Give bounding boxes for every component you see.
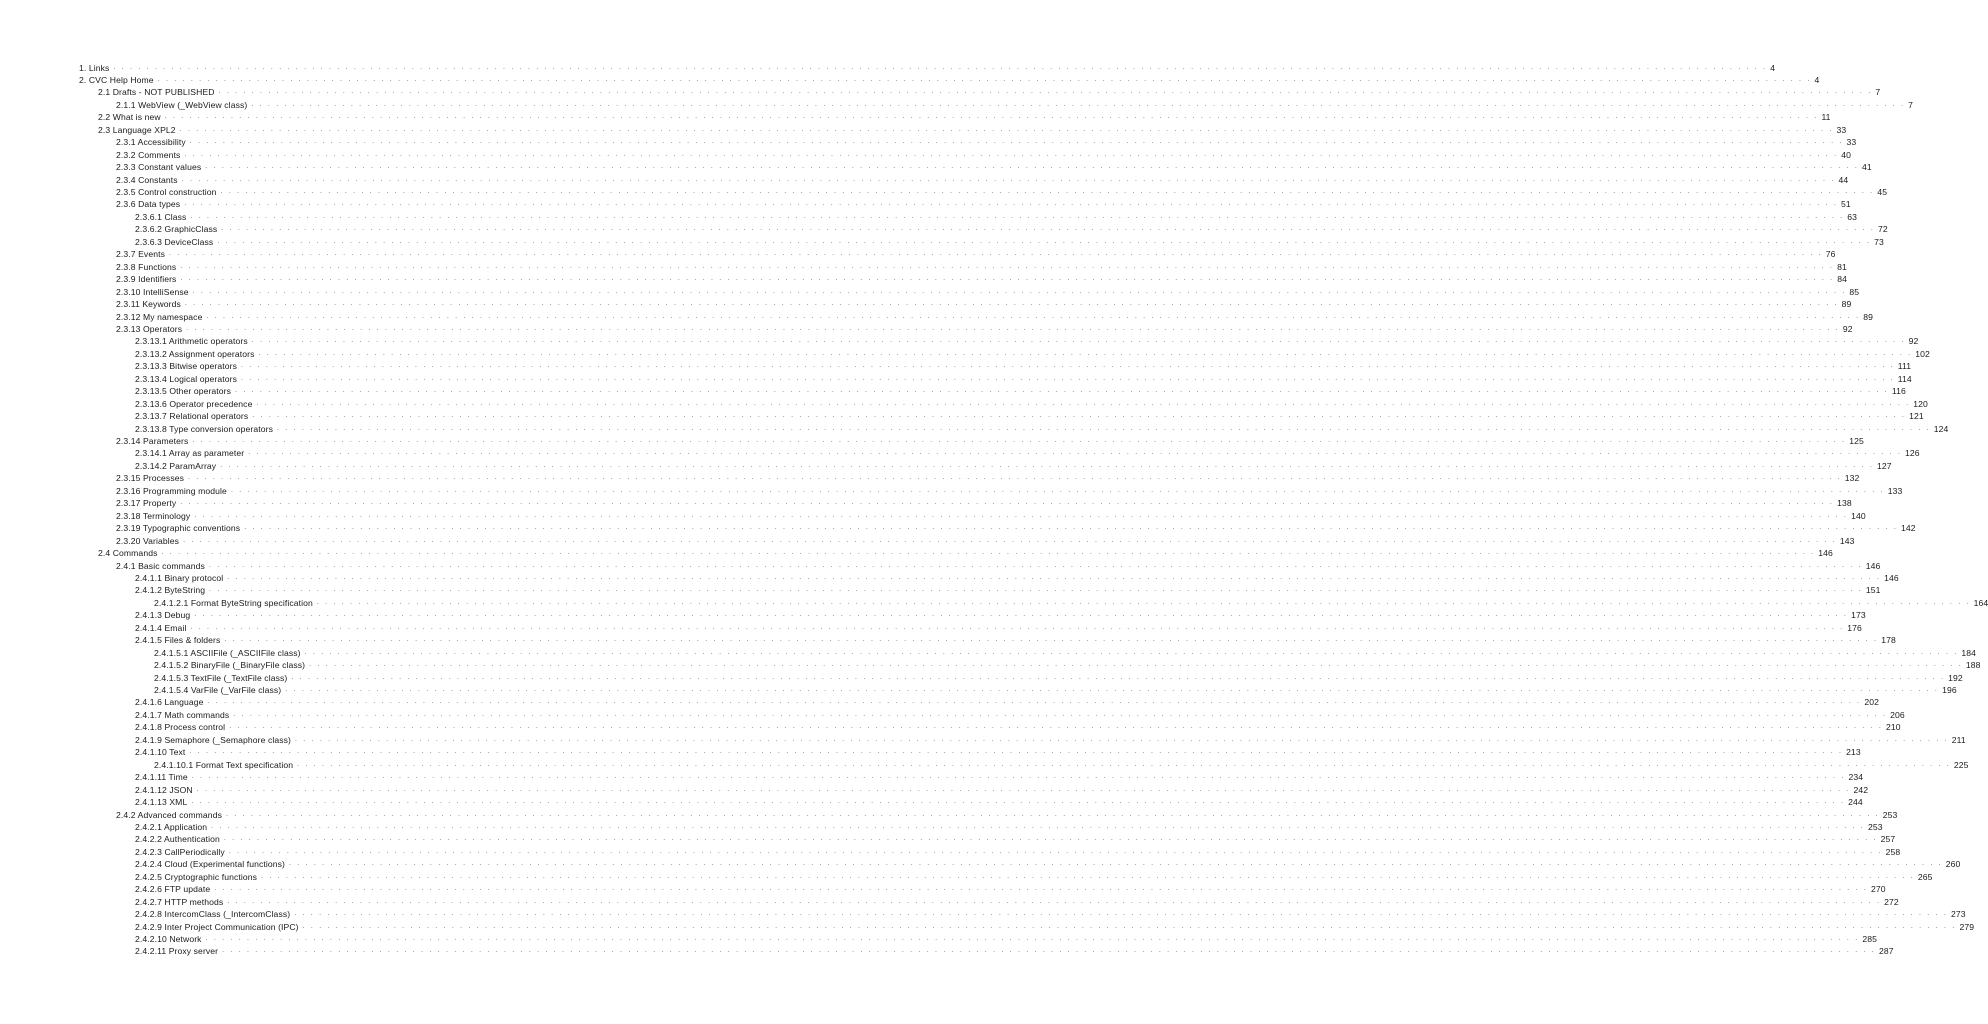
toc-dot-leader: . . . . . . . . . . . . . . . . . . . . . . . . . . . . . . . . . . . . . . . . . . . . . . . . . . . . . . . . . . . . . . . . . . . . . . . . . . . . . . . . . . . . . . . . . . . . . . . . . . . . . . . . . . . . . . . . . . . . . . . . . . . . . . . . . . . . . . . . . . . . . . . . . . . . . . . . . . . . . . . . . . . . . . . . . . . . . . . . . . . . . . . . . . . . . . . . . . . . . . . . bbox=[161, 549, 1816, 557]
toc-entry-page-number: 176 bbox=[1847, 622, 1862, 633]
toc-entry-title: 2.4.2.2 Authentication bbox=[135, 834, 220, 845]
toc-dot-leader: . . . . . . . . . . . . . . . . . . . . . . . . . . . . . . . . . . . . . . . . . . . . . . . . . . . . . . . . . . . . . . . . . . . . . . . . . . . . . . . . . . . . . . . . . . . . . . . . . . . . . . . . . . . . . . . . . . . . . . . . . . . . . . . . . . . . . . . . . . . . . . . . . . . . . . . . . . . . . . . . . . . . . . . . . . . . . . . . . . . . . . . . . . . . . . . . . . . . . . . . bbox=[189, 748, 1844, 756]
toc-entry-page-number: 184 bbox=[1961, 647, 1977, 658]
toc-entry[interactable] bbox=[116, 311, 1874, 323]
toc-entry-title: 2.3.6 Data types bbox=[116, 199, 181, 210]
toc-entry-page-number: 279 bbox=[1959, 921, 1975, 932]
toc-entry[interactable] bbox=[116, 485, 1903, 497]
toc-entry-title: 2.4 Commands bbox=[98, 548, 158, 559]
toc-dot-leader: . . . . . . . . . . . . . . . . . . . . . . . . . . . . . . . . . . . . . . . . . . . . . . . . . . . . . . . . . . . . . . . . . . . . . . . . . . . . . . . . . . . . . . . . . . . . . . . . . . . . . . . . . . . . . . . . . . . . . . . . . . . . . . . . . . . . . . . . . . . . . . . . . . . . . . . . . . . . . . . . . . . . . . . . . . . . . . . . . . . . . . . . . . . . . . . . . . . . . . . . bbox=[205, 935, 1860, 942]
toc-entry[interactable] bbox=[135, 423, 1949, 435]
toc-dot-leader: . . . . . . . . . . . . . . . . . . . . . . . . . . . . . . . . . . . . . . . . . . . . . . . . . . . . . . . . . . . . . . . . . . . . . . . . . . . . . . . . . . . . . . . . . . . . . . . . . . . . . . . . . . . . . . . . . . . . . . . . . . . . . . . . . . . . . . . . . . . . . . . . . . . . . . . . . . . . . . . . . . . . . . . . . . . . . . . . . . . . . . . . . . . . . . . . . . . . . . . . bbox=[309, 661, 1963, 669]
toc-entry-page-number: 92 bbox=[1842, 323, 1853, 334]
toc-dot-leader: . . . . . . . . . . . . . . . . . . . . . . . . . . . . . . . . . . . . . . . . . . . . . . . . . . . . . . . . . . . . . . . . . . . . . . . . . . . . . . . . . . . . . . . . . . . . . . . . . . . . . . . . . . . . . . . . . . . . . . . . . . . . . . . . . . . . . . . . . . . . . . . . . . . . . . . . . . . . . . . . . . . . . . . . . . . . . . . . . . . . . . . . . . . . . . . . . . . . . . . . bbox=[179, 125, 1834, 133]
toc-entry-title: 2.3.13.1 Arithmetic operators bbox=[135, 336, 248, 347]
toc-dot-leader: . . . . . . . . . . . . . . . . . . . . . . . . . . . . . . . . . . . . . . . . . . . . . . . . . . . . . . . . . . . . . . . . . . . . . . . . . . . . . . . . . . . . . . . . . . . . . . . . . . . . . . . . . . . . . . . . . . . . . . . . . . . . . . . . . . . . . . . . . . . . . . . . . . . . . . . . . . . . . . . . . . . . . . . . . . . . . . . . . . . . . . . . . . . . . . . . . . . . . . . . bbox=[196, 785, 1851, 793]
toc-dot-leader: . . . . . . . . . . . . . . . . . . . . . . . . . . . . . . . . . . . . . . . . . . . . . . . . . . . . . . . . . . . . . . . . . . . . . . . . . . . . . . . . . . . . . . . . . . . . . . . . . . . . . . . . . . . . . . . . . . . . . . . . . . . . . . . . . . . . . . . . . . . . . . . . . . . . . . . . . . . . . . . . . . . . . . . . . . . . . . . . . . . . . . . . . . . . . . . . . . . . . . . . bbox=[224, 636, 1879, 644]
toc-entry-page-number: 146 bbox=[1818, 548, 1833, 559]
toc-entry-page-number: 173 bbox=[1851, 610, 1866, 621]
toc-entry[interactable] bbox=[135, 771, 1864, 783]
toc-dot-leader: . . . . . . . . . . . . . . . . . . . . . . . . . . . . . . . . . . . . . . . . . . . . . . . . . . . . . . . . . . . . . . . . . . . . . . . . . . . . . . . . . . . . . . . . . . . . . . . . . . . . . . . . . . . . . . . . . . . . . . . . . . . . . . . . . . . . . . . . . . . . . . . . . . . . . . . . . . . . . . . . . . . . . . . . . . . . . . . . . . . . . . . . . . . . . . . . . . . . . . . . bbox=[209, 586, 1863, 594]
toc-entry-page-number: 164 bbox=[1973, 597, 1988, 608]
toc-entry-page-number: 273 bbox=[1951, 909, 1966, 920]
toc-entry-title: 2.3.20 Variables bbox=[116, 535, 180, 546]
toc-entry[interactable] bbox=[135, 821, 1883, 833]
toc-entry-title: 2.4.2 Advanced commands bbox=[116, 809, 222, 820]
toc-entry-page-number: 142 bbox=[1901, 523, 1916, 534]
toc-entry-page-number: 253 bbox=[1867, 821, 1883, 832]
toc-dot-leader: . . . . . . . . . . . . . . . . . . . . . . . . . . . . . . . . . . . . . . . . . . . . . . . . . . . . . . . . . . . . . . . . . . . . . . . . . . . . . . . . . . . . . . . . . . . . . . . . . . . . . . . . . . . . . . . . . . . . . . . . . . . . . . . . . . . . . . . . . . . . . . . . . . . . . . . . . . . . . . . . . . . . . . . . . . . . . . . . . . . . . . . . . . . . . . . . . . . . . . . . bbox=[205, 163, 1860, 171]
toc-entry-page-number: 76 bbox=[1825, 249, 1836, 260]
toc-entry-page-number: 51 bbox=[1840, 199, 1851, 210]
toc-entry[interactable] bbox=[135, 360, 1912, 372]
toc-entry-title: 2.4.2.10 Network bbox=[135, 934, 202, 944]
toc-entry-page-number: 146 bbox=[1865, 560, 1881, 571]
toc-entry[interactable] bbox=[116, 435, 1864, 447]
toc-dot-leader: . . . . . . . . . . . . . . . . . . . . . . . . . . . . . . . . . . . . . . . . . . . . . . . . . . . . . . . . . . . . . . . . . . . . . . . . . . . . . . . . . . . . . . . . . . . . . . . . . . . . . . . . . . . . . . . . . . . . . . . . . . . . . . . . . . . . . . . . . . . . . . . . . . . . . . . . . . . . . . . . . . . . . . . . . . . . . . . . . . . . . . . . . . . . . . . . . . . . . . . . bbox=[294, 735, 1949, 743]
toc-entry-title: 2.3.14 Parameters bbox=[116, 436, 189, 446]
toc-dot-leader: . . . . . . . . . . . . . . . . . . . . . . . . . . . . . . . . . . . . . . . . . . . . . . . . . . . . . . . . . . . . . . . . . . . . . . . . . . . . . . . . . . . . . . . . . . . . . . . . . . . . . . . . . . . . . . . . . . . . . . . . . . . . . . . . . . . . . . . . . . . . . . . . . . . . . . . . . . . . . . . . . . . . . . . . . . . . . . . . . . . . . . . . . . . . . . . . . . . . . . . . bbox=[222, 947, 1876, 955]
toc-entry-page-number: 116 bbox=[1891, 386, 1906, 397]
toc-entry[interactable] bbox=[116, 248, 1836, 260]
toc-entry-page-number: 4 bbox=[1814, 74, 1820, 85]
toc-entry[interactable] bbox=[154, 659, 1981, 671]
toc-entry-title: 2.4.2.1 Application bbox=[135, 821, 208, 832]
toc-entry[interactable] bbox=[79, 74, 1820, 86]
toc-entry-title: 2.4.1 Basic commands bbox=[116, 560, 205, 571]
toc-entry-page-number: 81 bbox=[1837, 261, 1847, 272]
toc-entry[interactable] bbox=[116, 261, 1847, 273]
toc-entry-page-number: 85 bbox=[1849, 286, 1860, 297]
toc-dot-leader: . . . . . . . . . . . . . . . . . . . . . . . . . . . . . . . . . . . . . . . . . . . . . . . . . . . . . . . . . . . . . . . . . . . . . . . . . . . . . . . . . . . . . . . . . . . . . . . . . . . . . . . . . . . . . . . . . . . . . . . . . . . . . . . . . . . . . . . . . . . . . . . . . . . . . . . . . . . . . . . . . . . . . . . . . . . . . . . . . . . . . . . . . . . . . . . . . . . . . . . . bbox=[261, 872, 1915, 880]
toc-entry-title: 2.3.9 Identifiers bbox=[116, 274, 177, 285]
toc-entry-page-number: 7 bbox=[1908, 99, 1914, 110]
toc-entry-title: 2.3.6.3 DeviceClass bbox=[135, 236, 214, 247]
toc-dot-leader: . . . . . . . . . . . . . . . . . . . . . . . . . . . . . . . . . . . . . . . . . . . . . . . . . . . . . . . . . . . . . . . . . . . . . . . . . . . . . . . . . . . . . . . . . . . . . . . . . . . . . . . . . . . . . . . . . . . . . . . . . . . . . . . . . . . . . . . . . . . . . . . . . . . . . . . . . . . . . . . . . . . . . . . . . . . . . . . . . . . . . . . . . . . . . . . . . . . . . . . . bbox=[180, 262, 1835, 270]
toc-entry-page-number: 192 bbox=[1948, 672, 1963, 683]
toc-dot-leader: . . . . . . . . . . . . . . . . . . . . . . . . . . . . . . . . . . . . . . . . . . . . . . . . . . . . . . . . . . . . . . . . . . . . . . . . . . . . . . . . . . . . . . . . . . . . . . . . . . . . . . . . . . . . . . . . . . . . . . . . . . . . . . . . . . . . . . . . . . . . . . . . . . . . . . . . . . . . . . . . . . . . . . . . . . . . . . . . . . . . . . . . . . . . . . . . . . . . . . . . bbox=[297, 760, 1951, 768]
toc-dot-leader: . . . . . . . . . . . . . . . . . . . . . . . . . . . . . . . . . . . . . . . . . . . . . . . . . . . . . . . . . . . . . . . . . . . . . . . . . . . . . . . . . . . . . . . . . . . . . . . . . . . . . . . . . . . . . . . . . . . . . . . . . . . . . . . . . . . . . . . . . . . . . . . . . . . . . . . . . . . . . . . . . . . . . . . . . . . . . . . . . . . . . . . . . . . . . . . . . . . . . . . . bbox=[192, 287, 1847, 295]
toc-dot-leader: . . . . . . . . . . . . . . . . . . . . . . . . . . . . . . . . . . . . . . . . . . . . . . . . . . . . . . . . . . . . . . . . . . . . . . . . . . . . . . . . . . . . . . . . . . . . . . . . . . . . . . . . . . . . . . . . . . . . . . . . . . . . . . . . . . . . . . . . . . . . . . . . . . . . . . . . . . . . . . . . . . . . . . . . . . . . . . . . . . . . . . . . . . . . . . . . . . . . . . . . bbox=[206, 312, 1861, 320]
toc-entry-title: 2.3.13.2 Assignment operators bbox=[135, 348, 255, 359]
toc-entry[interactable] bbox=[98, 111, 1831, 123]
toc-dot-leader: . . . . . . . . . . . . . . . . . . . . . . . . . . . . . . . . . . . . . . . . . . . . . . . . . . . . . . . . . . . . . . . . . . . . . . . . . . . . . . . . . . . . . . . . . . . . . . . . . . . . . . . . . . . . . . . . . . . . . . . . . . . . . . . . . . . . . . . . . . . . . . . . . . . . . . . . . . . . . . . . . . . . . . . . . . . . . . . . . . . . . . . . . . . . . . . . . . . . . . . . bbox=[208, 561, 1863, 569]
toc-entry-page-number: 44 bbox=[1838, 174, 1849, 185]
toc-entry[interactable] bbox=[154, 759, 1969, 771]
toc-entry[interactable] bbox=[135, 734, 1966, 746]
toc-entry-page-number: 125 bbox=[1849, 436, 1864, 446]
toc-entry-title: 2.3.13 Operators bbox=[116, 323, 183, 334]
toc-entry[interactable] bbox=[98, 124, 1847, 136]
toc-entry[interactable] bbox=[135, 236, 1884, 248]
toc-entry[interactable] bbox=[154, 647, 1977, 659]
toc-dot-leader: . . . . . . . . . . . . . . . . . . . . . . . . . . . . . . . . . . . . . . . . . . . . . . . . . . . . . . . . . . . . . . . . . . . . . . . . . . . . . . . . . . . . . . . . . . . . . . . . . . . . . . . . . . . . . . . . . . . . . . . . . . . . . . . . . . . . . . . . . . . . . . . . . . . . . . . . . . . . . . . . . . . . . . . . . . . . . . . . . . . . . . . . . . . . . . . . . . . . . . . . bbox=[181, 175, 1836, 183]
toc-entry-title: 2.4.2.5 Cryptographic functions bbox=[135, 871, 258, 882]
toc-entry-title: 2.3.13.8 Type conversion operators bbox=[135, 423, 273, 434]
toc-entry-title: 2.4.2.4 Cloud (Experimental functions) bbox=[135, 859, 285, 870]
toc-entry[interactable] bbox=[135, 398, 1928, 410]
toc-entry-page-number: 272 bbox=[1884, 896, 1899, 907]
toc-entry-page-number: 111 bbox=[1897, 361, 1912, 372]
toc-entry-page-number: 33 bbox=[1836, 124, 1847, 135]
toc-dot-leader: . . . . . . . . . . . . . . . . . . . . . . . . . . . . . . . . . . . . . . . . . . . . . . . . . . . . . . . . . . . . . . . . . . . . . . . . . . . . . . . . . . . . . . . . . . . . . . . . . . . . . . . . . . . . . . . . . . . . . . . . . . . . . . . . . . . . . . . . . . . . . . . . . . . . . . . . . . . . . . . . . . . . . . . . . . . . . . . . . . . . . . . . . . . . . . . . . . . . . . . . bbox=[211, 822, 1865, 830]
toc-entry[interactable] bbox=[135, 709, 1905, 721]
toc-dot-leader: . . . . . . . . . . . . . . . . . . . . . . . . . . . . . . . . . . . . . . . . . . . . . . . . . . . . . . . . . . . . . . . . . . . . . . . . . . . . . . . . . . . . . . . . . . . . . . . . . . . . . . . . . . . . . . . . . . . . . . . . . . . . . . . . . . . . . . . . . . . . . . . . . . . . . . . . . . . . . . . . . . . . . . . . . . . . . . . . . . . . . . . . . . . . . . . . . . . . . . . . bbox=[288, 860, 1943, 868]
toc-entry[interactable] bbox=[135, 933, 1878, 945]
toc-dot-leader: . . . . . . . . . . . . . . . . . . . . . . . . . . . . . . . . . . . . . . . . . . . . . . . . . . . . . . . . . . . . . . . . . . . . . . . . . . . . . . . . . . . . . . . . . . . . . . . . . . . . . . . . . . . . . . . . . . . . . . . . . . . . . . . . . . . . . . . . . . . . . . . . . . . . . . . . . . . . . . . . . . . . . . . . . . . . . . . . . . . . . . . . . . . . . . . . . . . . . . . . bbox=[188, 474, 1842, 482]
toc-dot-leader: . . . . . . . . . . . . . . . . . . . . . . . . . . . . . . . . . . . . . . . . . . . . . . . . . . . . . . . . . . . . . . . . . . . . . . . . . . . . . . . . . . . . . . . . . . . . . . . . . . . . . . . . . . . . . . . . . . . . . . . . . . . . . . . . . . . . . . . . . . . . . . . . . . . . . . . . . . . . . . . . . . . . . . . . . . . . . . . . . . . . . . . . . . . . . . . . . . . . . . . . bbox=[252, 412, 1907, 420]
toc-dot-leader: . . . . . . . . . . . . . . . . . . . . . . . . . . . . . . . . . . . . . . . . . . . . . . . . . . . . . . . . . . . . . . . . . . . . . . . . . . . . . . . . . . . . . . . . . . . . . . . . . . . . . . . . . . . . . . . . . . . . . . . . . . . . . . . . . . . . . . . . . . . . . . . . . . . . . . . . . . . . . . . . . . . . . . . . . . . . . . . . . . . . . . . . . . . . . . . . . . . . . . . . bbox=[251, 100, 1906, 108]
toc-entry-page-number: 120 bbox=[1913, 398, 1928, 409]
toc-entry-page-number: 72 bbox=[1878, 224, 1888, 235]
toc-dot-leader: . . . . . . . . . . . . . . . . . . . . . . . . . . . . . . . . . . . . . . . . . . . . . . . . . . . . . . . . . . . . . . . . . . . . . . . . . . . . . . . . . . . . . . . . . . . . . . . . . . . . . . . . . . . . . . . . . . . . . . . . . . . . . . . . . . . . . . . . . . . . . . . . . . . . . . . . . . . . . . . . . . . . . . . . . . . . . . . . . . . . . . . . . . . . . . . . . . . . . . . . bbox=[190, 623, 1845, 631]
toc-entry-page-number: 225 bbox=[1953, 759, 1969, 770]
toc-dot-leader: . . . . . . . . . . . . . . . . . . . . . . . . . . . . . . . . . . . . . . . . . . . . . . . . . . . . . . . . . . . . . . . . . . . . . . . . . . . . . . . . . . . . . . . . . . . . . . . . . . . . . . . . . . . . . . . . . . . . . . . . . . . . . . . . . . . . . . . . . . . . . . . . . . . . . . . . . . . . . . . . . . . . . . . . . . . . . . . . . . . . . . . . . . . . . . . . . . . . . . . . bbox=[251, 337, 1906, 345]
toc-dot-leader: . . . . . . . . . . . . . . . . . . . . . . . . . . . . . . . . . . . . . . . . . . . . . . . . . . . . . . . . . . . . . . . . . . . . . . . . . . . . . . . . . . . . . . . . . . . . . . . . . . . . . . . . . . . . . . . . . . . . . . . . . . . . . . . . . . . . . . . . . . . . . . . . . . . . . . . . . . . . . . . . . . . . . . . . . . . . . . . . . . . . . . . . . . . . . . . . . . . . . . . . bbox=[227, 897, 1882, 905]
toc-entry-title: 2.3.1 Accessibility bbox=[116, 137, 186, 148]
toc-entry[interactable] bbox=[116, 497, 1852, 509]
toc-entry-page-number: 234 bbox=[1848, 772, 1864, 783]
toc-entry-title: 2.3.7 Events bbox=[116, 249, 165, 260]
toc-entry-page-number: 260 bbox=[1945, 859, 1961, 870]
toc-dot-leader: . . . . . . . . . . . . . . . . . . . . . . . . . . . . . . . . . . . . . . . . . . . . . . . . . . . . . . . . . . . . . . . . . . . . . . . . . . . . . . . . . . . . . . . . . . . . . . . . . . . . . . . . . . . . . . . . . . . . . . . . . . . . . . . . . . . . . . . . . . . . . . . . . . . . . . . . . . . . . . . . . . . . . . . . . . . . . . . . . . . . . . . . . . . . . . . . . . . . . . . . bbox=[220, 461, 1874, 469]
toc-dot-leader: . . . . . . . . . . . . . . . . . . . . . . . . . . . . . . . . . . . . . . . . . . . . . . . . . . . . . . . . . . . . . . . . . . . . . . . . . . . . . . . . . . . . . . . . . . . . . . . . . . . . . . . . . . . . . . . . . . . . . . . . . . . . . . . . . . . . . . . . . . . . . . . . . . . . . . . . . . . . . . . . . . . . . . . . . . . . . . . . . . . . . . . . . . . . . . . . . . . . . . . . bbox=[316, 598, 1971, 606]
toc-dot-leader: . . . . . . . . . . . . . . . . . . . . . . . . . . . . . . . . . . . . . . . . . . . . . . . . . . . . . . . . . . . . . . . . . . . . . . . . . . . . . . . . . . . . . . . . . . . . . . . . . . . . . . . . . . . . . . . . . . . . . . . . . . . . . . . . . . . . . . . . . . . . . . . . . . . . . . . . . . . . . . . . . . . . . . . . . . . . . . . . . . . . . . . . . . . . . . . . . . . . . . . . bbox=[214, 885, 1869, 893]
toc-dot-leader: . . . . . . . . . . . . . . . . . . . . . . . . . . . . . . . . . . . . . . . . . . . . . . . . . . . . . . . . . . . . . . . . . . . . . . . . . . . . . . . . . . . . . . . . . . . . . . . . . . . . . . . . . . . . . . . . . . . . . . . . . . . . . . . . . . . . . . . . . . . . . . . . . . . . . . . . . . . . . . . . . . . . . . . . . . . . . . . . . . . . . . . . . . . . . . . . . . . . . . . . bbox=[240, 362, 1895, 370]
toc-dot-leader: . . . . . . . . . . . . . . . . . . . . . . . . . . . . . . . . . . . . . . . . . . . . . . . . . . . . . . . . . . . . . . . . . . . . . . . . . . . . . . . . . . . . . . . . . . . . . . . . . . . . . . . . . . . . . . . . . . . . . . . . . . . . . . . . . . . . . . . . . . . . . . . . . . . . . . . . . . . . . . . . . . . . . . . . . . . . . . . . . . . . . . . . . . . . . . . . . . . . . . . . bbox=[157, 75, 1812, 83]
toc-entry[interactable] bbox=[98, 86, 1881, 98]
toc-entry[interactable] bbox=[135, 908, 1966, 920]
toc-entry-title: 2.1.1 WebView (_WebView class) bbox=[116, 99, 248, 110]
toc-entry[interactable] bbox=[154, 597, 1988, 609]
toc-dot-leader: . . . . . . . . . . . . . . . . . . . . . . . . . . . . . . . . . . . . . . . . . . . . . . . . . . . . . . . . . . . . . . . . . . . . . . . . . . . . . . . . . . . . . . . . . . . . . . . . . . . . . . . . . . . . . . . . . . . . . . . . . . . . . . . . . . . . . . . . . . . . . . . . . . . . . . . . . . . . . . . . . . . . . . . . . . . . . . . . . . . . . . . . . . . . . . . . . . . . . . . . bbox=[235, 387, 1889, 395]
toc-dot-leader: . . . . . . . . . . . . . . . . . . . . . . . . . . . . . . . . . . . . . . . . . . . . . . . . . . . . . . . . . . . . . . . . . . . . . . . . . . . . . . . . . . . . . . . . . . . . . . . . . . . . . . . . . . . . . . . . . . . . . . . . . . . . . . . . . . . . . . . . . . . . . . . . . . . . . . . . . . . . . . . . . . . . . . . . . . . . . . . . . . . . . . . . . . . . . . . . . . . . . . . . bbox=[221, 225, 1876, 233]
toc-entry-title: 2.4.2.7 HTTP methods bbox=[135, 896, 224, 907]
toc-entry-page-number: 213 bbox=[1846, 747, 1861, 758]
toc-entry[interactable] bbox=[135, 921, 1975, 933]
toc-entry-title: 2. CVC Help Home bbox=[79, 74, 154, 85]
toc-dot-leader: . . . . . . . . . . . . . . . . . . . . . . . . . . . . . . . . . . . . . . . . . . . . . . . . . . . . . . . . . . . . . . . . . . . . . . . . . . . . . . . . . . . . . . . . . . . . . . . . . . . . . . . . . . . . . . . . . . . . . . . . . . . . . . . . . . . . . . . . . . . . . . . . . . . . . . . . . . . . . . . . . . . . . . . . . . . . . . . . . . . . . . . . . . . . . . . . . . . . . . . . bbox=[304, 648, 1959, 656]
toc-entry[interactable] bbox=[116, 560, 1881, 572]
toc-entry-page-number: 45 bbox=[1877, 187, 1888, 197]
toc-entry-page-number: 63 bbox=[1847, 211, 1858, 222]
toc-entry-title: 2.3.11 Keywords bbox=[116, 299, 181, 310]
toc-entry-page-number: 188 bbox=[1965, 660, 1981, 671]
toc-entry-page-number: 114 bbox=[1897, 373, 1912, 384]
toc-entry[interactable] bbox=[135, 784, 1869, 796]
toc-dot-leader: . . . . . . . . . . . . . . . . . . . . . . . . . . . . . . . . . . . . . . . . . . . . . . . . . . . . . . . . . . . . . . . . . . . . . . . . . . . . . . . . . . . . . . . . . . . . . . . . . . . . . . . . . . . . . . . . . . . . . . . . . . . . . . . . . . . . . . . . . . . . . . . . . . . . . . . . . . . . . . . . . . . . . . . . . . . . . . . . . . . . . . . . . . . . . . . . . . . . . . . . bbox=[180, 275, 1835, 283]
toc-dot-leader: . . . . . . . . . . . . . . . . . . . . . . . . . . . . . . . . . . . . . . . . . . . . . . . . . . . . . . . . . . . . . . . . . . . . . . . . . . . . . . . . . . . . . . . . . . . . . . . . . . . . . . . . . . . . . . . . . . . . . . . . . . . . . . . . . . . . . . . . . . . . . . . . . . . . . . . . . . . . . . . . . . . . . . . . . . . . . . . . . . . . . . . . . . . . . . . . . . . . . . . . bbox=[294, 910, 1948, 918]
toc-dot-leader: . . . . . . . . . . . . . . . . . . . . . . . . . . . . . . . . . . . . . . . . . . . . . . . . . . . . . . . . . . . . . . . . . . . . . . . . . . . . . . . . . . . . . . . . . . . . . . . . . . . . . . . . . . . . . . . . . . . . . . . . . . . . . . . . . . . . . . . . . . . . . . . . . . . . . . . . . . . . . . . . . . . . . . . . . . . . . . . . . . . . . . . . . . . . . . . . . . . . . . . . bbox=[233, 710, 1888, 718]
toc-dot-leader: . . . . . . . . . . . . . . . . . . . . . . . . . . . . . . . . . . . . . . . . . . . . . . . . . . . . . . . . . . . . . . . . . . . . . . . . . . . . . . . . . . . . . . . . . . . . . . . . . . . . . . . . . . . . . . . . . . . . . . . . . . . . . . . . . . . . . . . . . . . . . . . . . . . . . . . . . . . . . . . . . . . . . . . . . . . . . . . . . . . . . . . . . . . . . . . . . . . . . . . . bbox=[186, 324, 1840, 332]
toc-entry-title: 2.2 What is new bbox=[98, 112, 161, 123]
toc-entry-page-number: 258 bbox=[1885, 846, 1901, 857]
toc-dot-leader: . . . . . . . . . . . . . . . . . . . . . . . . . . . . . . . . . . . . . . . . . . . . . . . . . . . . . . . . . . . . . . . . . . . . . . . . . . . . . . . . . . . . . . . . . . . . . . . . . . . . . . . . . . . . . . . . . . . . . . . . . . . . . . . . . . . . . . . . . . . . . . . . . . . . . . . . . . . . . . . . . . . . . . . . . . . . . . . . . . . . . . . . . . . . . . . . . . . . . . . . bbox=[164, 113, 1819, 121]
toc-entry[interactable] bbox=[116, 535, 1855, 547]
toc-entry-title: 2.4.1.1 Binary protocol bbox=[135, 572, 224, 583]
toc-entry-title: 2.4.1.5.3 TextFile (_TextFile class) bbox=[154, 672, 288, 683]
toc-entry[interactable] bbox=[116, 149, 1852, 161]
toc-entry-title: 2.3.13.5 Other operators bbox=[135, 386, 232, 397]
toc-entry[interactable] bbox=[135, 373, 1912, 385]
toc-entry[interactable] bbox=[116, 99, 1914, 111]
toc-dot-leader: . . . . . . . . . . . . . . . . . . . . . . . . . . . . . . . . . . . . . . . . . . . . . . . . . . . . . . . . . . . . . . . . . . . . . . . . . . . . . . . . . . . . . . . . . . . . . . . . . . . . . . . . . . . . . . . . . . . . . . . . . . . . . . . . . . . . . . . . . . . . . . . . . . . . . . . . . . . . . . . . . . . . . . . . . . . . . . . . . . . . . . . . . . . . . . . . . . . . . . . . bbox=[302, 922, 1957, 930]
toc-entry-title: 2.3.12 My namespace bbox=[116, 311, 203, 322]
toc-entry-page-number: 138 bbox=[1837, 498, 1852, 509]
toc-dot-leader: . . . . . . . . . . . . . . . . . . . . . . . . . . . . . . . . . . . . . . . . . . . . . . . . . . . . . . . . . . . . . . . . . . . . . . . . . . . . . . . . . . . . . . . . . . . . . . . . . . . . . . . . . . . . . . . . . . . . . . . . . . . . . . . . . . . . . . . . . . . . . . . . . . . . . . . . . . . . . . . . . . . . . . . . . . . . . . . . . . . . . . . . . . . . . . . . . . . . . . . . bbox=[207, 698, 1862, 706]
toc-entry[interactable] bbox=[135, 634, 1896, 646]
toc-entry-title: 2.4.1.5.1 ASCIIFile (_ASCIIFile class) bbox=[154, 647, 301, 658]
toc-entry-page-number: 133 bbox=[1887, 485, 1903, 496]
toc-entry-page-number: 7 bbox=[1875, 87, 1881, 98]
toc-entry-title: 2.4.2.11 Proxy server bbox=[135, 946, 219, 957]
toc-dot-leader: . . . . . . . . . . . . . . . . . . . . . . . . . . . . . . . . . . . . . . . . . . . . . . . . . . . . . . . . . . . . . . . . . . . . . . . . . . . . . . . . . . . . . . . . . . . . . . . . . . . . . . . . . . . . . . . . . . . . . . . . . . . . . . . . . . . . . . . . . . . . . . . . . . . . . . . . . . . . . . . . . . . . . . . . . . . . . . . . . . . . . . . . . . . . . . . . . . . . . . . . bbox=[291, 673, 1946, 681]
toc-entry-page-number: 121 bbox=[1909, 411, 1924, 422]
toc-entry[interactable] bbox=[135, 385, 1906, 397]
toc-entry-title: 2.4.1.5.2 BinaryFile (_BinaryFile class) bbox=[154, 660, 306, 671]
toc-dot-leader: . . . . . . . . . . . . . . . . . . . . . . . . . . . . . . . . . . . . . . . . . . . . . . . . . . . . . . . . . . . . . . . . . . . . . . . . . . . . . . . . . . . . . . . . . . . . . . . . . . . . . . . . . . . . . . . . . . . . . . . . . . . . . . . . . . . . . . . . . . . . . . . . . . . . . . . . . . . . . . . . . . . . . . . . . . . . . . . . . . . . . . . . . . . . . . . . . . . . . . . . bbox=[220, 188, 1875, 195]
toc-entry-title: 2.3.13.4 Logical operators bbox=[135, 373, 237, 384]
toc-entry-title: 2.3.6.2 GraphicClass bbox=[135, 224, 218, 235]
toc-entry[interactable] bbox=[135, 883, 1886, 895]
toc-entry-title: 2.3.4 Constants bbox=[116, 174, 178, 185]
toc-entry[interactable] bbox=[135, 410, 1924, 422]
toc-dot-leader: . . . . . . . . . . . . . . . . . . . . . . . . . . . . . . . . . . . . . . . . . . . . . . . . . . . . . . . . . . . . . . . . . . . . . . . . . . . . . . . . . . . . . . . . . . . . . . . . . . . . . . . . . . . . . . . . . . . . . . . . . . . . . . . . . . . . . . . . . . . . . . . . . . . . . . . . . . . . . . . . . . . . . . . . . . . . . . . . . . . . . . . . . . . . . . . . . . . . . . . . bbox=[230, 486, 1885, 494]
toc-entry[interactable] bbox=[135, 572, 1899, 584]
toc-entry-title: 2.3.14.1 Array as parameter bbox=[135, 448, 245, 459]
toc-entry-page-number: 41 bbox=[1862, 162, 1872, 173]
toc-dot-leader: . . . . . . . . . . . . . . . . . . . . . . . . . . . . . . . . . . . . . . . . . . . . . . . . . . . . . . . . . . . . . . . . . . . . . . . . . . . . . . . . . . . . . . . . . . . . . . . . . . . . . . . . . . . . . . . . . . . . . . . . . . . . . . . . . . . . . . . . . . . . . . . . . . . . . . . . . . . . . . . . . . . . . . . . . . . . . . . . . . . . . . . . . . . . . . . . . . . . . . . . bbox=[225, 810, 1880, 818]
toc-entry[interactable] bbox=[135, 833, 1896, 845]
toc-entry[interactable] bbox=[116, 298, 1852, 310]
toc-dot-leader: . . . . . . . . . . . . . . . . . . . . . . . . . . . . . . . . . . . . . . . . . . . . . . . . . . . . . . . . . . . . . . . . . . . . . . . . . . . . . . . . . . . . . . . . . . . . . . . . . . . . . . . . . . . . . . . . . . . . . . . . . . . . . . . . . . . . . . . . . . . . . . . . . . . . . . . . . . . . . . . . . . . . . . . . . . . . . . . . . . . . . . . . . . . . . . . . . . . . . . . . bbox=[194, 611, 1849, 619]
toc-entry-title: 2.4.2.9 Inter Project Communication (IPC) bbox=[135, 921, 299, 932]
toc-entry-page-number: 124 bbox=[1933, 423, 1949, 434]
toc-entry-page-number: 270 bbox=[1871, 884, 1886, 895]
toc-entry-title: 2.3.16 Programming module bbox=[116, 485, 227, 496]
toc-entry-title: 2.3.10 IntelliSense bbox=[116, 286, 189, 297]
toc-entry[interactable] bbox=[116, 809, 1898, 821]
toc-entry[interactable] bbox=[135, 348, 1930, 360]
toc-entry-title: 2.4.2.3 CallPeriodically bbox=[135, 846, 225, 857]
toc-entry[interactable] bbox=[116, 510, 1866, 522]
toc-dot-leader: . . . . . . . . . . . . . . . . . . . . . . . . . . . . . . . . . . . . . . . . . . . . . . . . . . . . . . . . . . . . . . . . . . . . . . . . . . . . . . . . . . . . . . . . . . . . . . . . . . . . . . . . . . . . . . . . . . . . . . . . . . . . . . . . . . . . . . . . . . . . . . . . . . . . . . . . . . . . . . . . . . . . . . . . . . . . . . . . . . . . . . . . . . . . . . . . . . . . . . . . bbox=[191, 773, 1846, 781]
toc-entry[interactable] bbox=[116, 186, 1888, 198]
toc-entry-page-number: 210 bbox=[1886, 722, 1901, 733]
toc-entry-page-number: 140 bbox=[1851, 510, 1866, 521]
toc-entry[interactable] bbox=[135, 858, 1961, 870]
toc-entry-title: 2.3.6.1 Class bbox=[135, 211, 187, 222]
toc-entry-title: 2.3.17 Property bbox=[116, 498, 177, 509]
toc-dot-leader: . . . . . . . . . . . . . . . . . . . . . . . . . . . . . . . . . . . . . . . . . . . . . . . . . . . . . . . . . . . . . . . . . . . . . . . . . . . . . . . . . . . . . . . . . . . . . . . . . . . . . . . . . . . . . . . . . . . . . . . . . . . . . . . . . . . . . . . . . . . . . . . . . . . . . . . . . . . . . . . . . . . . . . . . . . . . . . . . . . . . . . . . . . . . . . . . . . . . . . . . bbox=[184, 300, 1839, 308]
toc-entry[interactable] bbox=[135, 696, 1879, 708]
toc-entry-title: 2.4.1.4 Email bbox=[135, 622, 187, 633]
toc-entry-title: 2.4.1.11 Time bbox=[135, 772, 188, 783]
toc-entry-page-number: 151 bbox=[1865, 585, 1881, 596]
toc-dot-leader: . . . . . . . . . . . . . . . . . . . . . . . . . . . . . . . . . . . . . . . . . . . . . . . . . . . . . . . . . . . . . . . . . . . . . . . . . . . . . . . . . . . . . . . . . . . . . . . . . . . . . . . . . . . . . . . . . . . . . . . . . . . . . . . . . . . . . . . . . . . . . . . . . . . . . . . . . . . . . . . . . . . . . . . . . . . . . . . . . . . . . . . . . . . . . . . . . . . . . . . . bbox=[256, 399, 1911, 407]
toc-entry[interactable] bbox=[116, 472, 1860, 484]
toc-dot-leader: . . . . . . . . . . . . . . . . . . . . . . . . . . . . . . . . . . . . . . . . . . . . . . . . . . . . . . . . . . . . . . . . . . . . . . . . . . . . . . . . . . . . . . . . . . . . . . . . . . . . . . . . . . . . . . . . . . . . . . . . . . . . . . . . . . . . . . . . . . . . . . . . . . . . . . . . . . . . . . . . . . . . . . . . . . . . . . . . . . . . . . . . . . . . . . . . . . . . . . . . bbox=[192, 437, 1847, 444]
toc-entry-page-number: 89 bbox=[1841, 299, 1852, 310]
toc-entry[interactable] bbox=[116, 161, 1872, 173]
toc-entry-title: 2.4.1.12 JSON bbox=[135, 784, 193, 795]
toc-entry-title: 2.4.1.3 Debug bbox=[135, 610, 191, 621]
toc-entry-title: 2.4.1.10 Text bbox=[135, 747, 186, 758]
toc-entry-page-number: 92 bbox=[1908, 336, 1919, 347]
toc-entry[interactable] bbox=[135, 622, 1862, 634]
toc-entry-page-number: 253 bbox=[1882, 809, 1898, 820]
toc-entry[interactable] bbox=[135, 335, 1919, 347]
toc-entry-page-number: 89 bbox=[1863, 311, 1874, 322]
toc-entry[interactable] bbox=[154, 684, 1957, 696]
toc-dot-leader: . . . . . . . . . . . . . . . . . . . . . . . . . . . . . . . . . . . . . . . . . . . . . . . . . . . . . . . . . . . . . . . . . . . . . . . . . . . . . . . . . . . . . . . . . . . . . . . . . . . . . . . . . . . . . . . . . . . . . . . . . . . . . . . . . . . . . . . . . . . . . . . . . . . . . . . . . . . . . . . . . . . . . . . . . . . . . . . . . . . . . . . . . . . . . . . . . . . . . . . . bbox=[276, 424, 1931, 432]
toc-dot-leader: . . . . . . . . . . . . . . . . . . . . . . . . . . . . . . . . . . . . . . . . . . . . . . . . . . . . . . . . . . . . . . . . . . . . . . . . . . . . . . . . . . . . . . . . . . . . . . . . . . . . . . . . . . . . . . . . . . . . . . . . . . . . . . . . . . . . . . . . . . . . . . . . . . . . . . . . . . . . . . . . . . . . . . . . . . . . . . . . . . . . . . . . . . . . . . . . . . . . . . . . bbox=[189, 138, 1844, 146]
toc-entry-page-number: 206 bbox=[1890, 709, 1905, 720]
toc-entry[interactable] bbox=[116, 273, 1848, 285]
toc-dot-leader: . . . . . . . . . . . . . . . . . . . . . . . . . . . . . . . . . . . . . . . . . . . . . . . . . . . . . . . . . . . . . . . . . . . . . . . . . . . . . . . . . . . . . . . . . . . . . . . . . . . . . . . . . . . . . . . . . . . . . . . . . . . . . . . . . . . . . . . . . . . . . . . . . . . . . . . . . . . . . . . . . . . . . . . . . . . . . . . . . . . . . . . . . . . . . . . . . . . . . . . . bbox=[227, 573, 1882, 581]
toc-entry[interactable] bbox=[135, 896, 1899, 908]
toc-entry-title: 2.4.1.13 XML bbox=[135, 797, 188, 808]
toc-dot-leader: . . . . . . . . . . . . . . . . . . . . . . . . . . . . . . . . . . . . . . . . . . . . . . . . . . . . . . . . . . . . . . . . . . . . . . . . . . . . . . . . . . . . . . . . . . . . . . . . . . . . . . . . . . . . . . . . . . . . . . . . . . . . . . . . . . . . . . . . . . . . . . . . . . . . . . . . . . . . . . . . . . . . . . . . . . . . . . . . . . . . . . . . . . . . . . . . . . . . . . . . bbox=[183, 536, 1837, 544]
toc-entry-title: 2.3.13.3 Bitwise operators bbox=[135, 361, 237, 372]
toc-dot-leader: . . . . . . . . . . . . . . . . . . . . . . . . . . . . . . . . . . . . . . . . . . . . . . . . . . . . . . . . . . . . . . . . . . . . . . . . . . . . . . . . . . . . . . . . . . . . . . . . . . . . . . . . . . . . . . . . . . . . . . . . . . . . . . . . . . . . . . . . . . . . . . . . . . . . . . . . . . . . . . . . . . . . . . . . . . . . . . . . . . . . . . . . . . . . . . . . . . . . . . . . bbox=[218, 88, 1873, 96]
toc-entry[interactable] bbox=[135, 609, 1866, 621]
toc-entry-page-number: 126 bbox=[1905, 448, 1920, 459]
toc-entry[interactable] bbox=[116, 174, 1849, 186]
toc-entry[interactable] bbox=[116, 323, 1853, 335]
toc-entry[interactable] bbox=[116, 522, 1916, 534]
toc-entry-page-number: 285 bbox=[1862, 934, 1878, 944]
toc-entry-page-number: 265 bbox=[1917, 871, 1933, 882]
toc-entry-page-number: 4 bbox=[1770, 62, 1776, 73]
toc-entry-title: 2.3.18 Terminology bbox=[116, 510, 191, 521]
toc-dot-leader: . . . . . . . . . . . . . . . . . . . . . . . . . . . . . . . . . . . . . . . . . . . . . . . . . . . . . . . . . . . . . . . . . . . . . . . . . . . . . . . . . . . . . . . . . . . . . . . . . . . . . . . . . . . . . . . . . . . . . . . . . . . . . . . . . . . . . . . . . . . . . . . . . . . . . . . . . . . . . . . . . . . . . . . . . . . . . . . . . . . . . . . . . . . . . . . . . . . . . . . . bbox=[168, 250, 1823, 258]
toc-entry-title: 2.4.1.5 Files & folders bbox=[135, 635, 221, 646]
toc-entry[interactable] bbox=[135, 223, 1888, 235]
toc-dot-leader: . . . . . . . . . . . . . . . . . . . . . . . . . . . . . . . . . . . . . . . . . . . . . . . . . . . . . . . . . . . . . . . . . . . . . . . . . . . . . . . . . . . . . . . . . . . . . . . . . . . . . . . . . . . . . . . . . . . . . . . . . . . . . . . . . . . . . . . . . . . . . . . . . . . . . . . . . . . . . . . . . . . . . . . . . . . . . . . . . . . . . . . . . . . . . . . . . . . . . . . . bbox=[223, 835, 1878, 843]
toc-entry[interactable] bbox=[135, 945, 1894, 957]
toc-entry-page-number: 146 bbox=[1884, 572, 1899, 583]
toc-entry-page-number: 11 bbox=[1821, 112, 1831, 123]
toc-entry-title: 2.4.1.2 ByteString bbox=[135, 585, 206, 596]
toc-entry[interactable] bbox=[135, 721, 1901, 733]
toc-dot-leader: . . . . . . . . . . . . . . . . . . . . . . . . . . . . . . . . . . . . . . . . . . . . . . . . . . . . . . . . . . . . . . . . . . . . . . . . . . . . . . . . . . . . . . . . . . . . . . . . . . . . . . . . . . . . . . . . . . . . . . . . . . . . . . . . . . . . . . . . . . . . . . . . . . . . . . . . . . . . . . . . . . . . . . . . . . . . . . . . . . . . . . . . . . . . . . . . . . . . . . . . bbox=[190, 212, 1845, 220]
toc-entry-page-number: 196 bbox=[1942, 685, 1957, 695]
toc-entry-page-number: 102 bbox=[1915, 348, 1930, 359]
toc-entry-page-number: 132 bbox=[1844, 473, 1860, 484]
toc-dot-leader: . . . . . . . . . . . . . . . . . . . . . . . . . . . . . . . . . . . . . . . . . . . . . . . . . . . . . . . . . . . . . . . . . . . . . . . . . . . . . . . . . . . . . . . . . . . . . . . . . . . . . . . . . . . . . . . . . . . . . . . . . . . . . . . . . . . . . . . . . . . . . . . . . . . . . . . . . . . . . . . . . . . . . . . . . . . . . . . . . . . . . . . . . . . . . . . . . . . . . . . . bbox=[184, 150, 1839, 158]
toc-entry-page-number: 257 bbox=[1880, 834, 1896, 845]
toc-entry-title: 2.4.2.8 IntercomClass (_IntercomClass) bbox=[135, 909, 291, 920]
toc-dot-leader: . . . . . . . . . . . . . . . . . . . . . . . . . . . . . . . . . . . . . . . . . . . . . . . . . . . . . . . . . . . . . . . . . . . . . . . . . . . . . . . . . . . . . . . . . . . . . . . . . . . . . . . . . . . . . . . . . . . . . . . . . . . . . . . . . . . . . . . . . . . . . . . . . . . . . . . . . . . . . . . . . . . . . . . . . . . . . . . . . . . . . . . . . . . . . . . . . . . . . . . . bbox=[244, 524, 1898, 532]
toc-entry[interactable] bbox=[154, 672, 1963, 684]
toc-dot-leader: . . . . . . . . . . . . . . . . . . . . . . . . . . . . . . . . . . . . . . . . . . . . . . . . . . . . . . . . . . . . . . . . . . . . . . . . . . . . . . . . . . . . . . . . . . . . . . . . . . . . . . . . . . . . . . . . . . . . . . . . . . . . . . . . . . . . . . . . . . . . . . . . . . . . . . . . . . . . . . . . . . . . . . . . . . . . . . . . . . . . . . . . . . . . . . . . . . . . . . . . bbox=[180, 499, 1835, 507]
toc-entry[interactable] bbox=[116, 136, 1857, 148]
toc-dot-leader: . . . . . . . . . . . . . . . . . . . . . . . . . . . . . . . . . . . . . . . . . . . . . . . . . . . . . . . . . . . . . . . . . . . . . . . . . . . . . . . . . . . . . . . . . . . . . . . . . . . . . . . . . . . . . . . . . . . . . . . . . . . . . . . . . . . . . . . . . . . . . . . . . . . . . . . . . . . . . . . . . . . . . . . . . . . . . . . . . . . . . . . . . . . . . . . . . . . . . . . . bbox=[194, 511, 1849, 519]
toc-dot-leader: . . . . . . . . . . . . . . . . . . . . . . . . . . . . . . . . . . . . . . . . . . . . . . . . . . . . . . . . . . . . . . . . . . . . . . . . . . . . . . . . . . . . . . . . . . . . . . . . . . . . . . . . . . . . . . . . . . . . . . . . . . . . . . . . . . . . . . . . . . . . . . . . . . . . . . . . . . . . . . . . . . . . . . . . . . . . . . . . . . . . . . . . . . . . . . . . . . . . . . . . bbox=[228, 847, 1883, 855]
toc-entry-title: 2.4.1.10.1 Format Text specification bbox=[154, 759, 294, 770]
toc-dot-leader: . . . . . . . . . . . . . . . . . . . . . . . . . . . . . . . . . . . . . . . . . . . . . . . . . . . . . . . . . . . . . . . . . . . . . . . . . . . . . . . . . . . . . . . . . . . . . . . . . . . . . . . . . . . . . . . . . . . . . . . . . . . . . . . . . . . . . . . . . . . . . . . . . . . . . . . . . . . . . . . . . . . . . . . . . . . . . . . . . . . . . . . . . . . . . . . . . . . . . . . . bbox=[258, 349, 1913, 357]
toc-entry[interactable] bbox=[135, 746, 1861, 758]
toc-entry-page-number: 33 bbox=[1846, 137, 1857, 148]
toc-entry-title: 2.4.1.6 Language bbox=[135, 697, 204, 708]
toc-dot-leader: . . . . . . . . . . . . . . . . . . . . . . . . . . . . . . . . . . . . . . . . . . . . . . . . . . . . . . . . . . . . . . . . . . . . . . . . . . . . . . . . . . . . . . . . . . . . . . . . . . . . . . . . . . . . . . . . . . . . . . . . . . . . . . . . . . . . . . . . . . . . . . . . . . . . . . . . . . . . . . . . . . . . . . . . . . . . . . . . . . . . . . . . . . . . . . . . . . . . . . . . bbox=[240, 374, 1895, 382]
toc-entry[interactable] bbox=[135, 447, 1920, 459]
toc-entry-page-number: 73 bbox=[1874, 236, 1884, 247]
toc-entry-page-number: 143 bbox=[1839, 535, 1855, 546]
toc-entry-title: 2.1 Drafts - NOT PUBLISHED bbox=[98, 87, 215, 98]
toc-entry-title: 2.4.2.6 FTP update bbox=[135, 884, 211, 895]
toc-entry-page-number: 287 bbox=[1878, 946, 1894, 957]
toc-dot-leader: . . . . . . . . . . . . . . . . . . . . . . . . . . . . . . . . . . . . . . . . . . . . . . . . . . . . . . . . . . . . . . . . . . . . . . . . . . . . . . . . . . . . . . . . . . . . . . . . . . . . . . . . . . . . . . . . . . . . . . . . . . . . . . . . . . . . . . . . . . . . . . . . . . . . . . . . . . . . . . . . . . . . . . . . . . . . . . . . . . . . . . . . . . . . . . . . . . . . . . . . bbox=[217, 237, 1872, 245]
toc-entry-title: 1. Links bbox=[79, 62, 110, 73]
toc-dot-leader: . . . . . . . . . . . . . . . . . . . . . . . . . . . . . . . . . . . . . . . . . . . . . . . . . . . . . . . . . . . . . . . . . . . . . . . . . . . . . . . . . . . . . . . . . . . . . . . . . . . . . . . . . . . . . . . . . . . . . . . . . . . . . . . . . . . . . . . . . . . . . . . . . . . . . . . . . . . . . . . . . . . . . . . . . . . . . . . . . . . . . . . . . . . . . . . . . . . . . . . . bbox=[248, 449, 1903, 457]
toc-entry[interactable] bbox=[135, 584, 1881, 596]
toc-entry-title: 2.3 Language XPL2 bbox=[98, 124, 176, 135]
toc-entry[interactable] bbox=[98, 547, 1833, 559]
toc-entry-title: 2.3.3 Constant values bbox=[116, 162, 202, 173]
toc-dot-leader: . . . . . . . . . . . . . . . . . . . . . . . . . . . . . . . . . . . . . . . . . . . . . . . . . . . . . . . . . . . . . . . . . . . . . . . . . . . . . . . . . . . . . . . . . . . . . . . . . . . . . . . . . . . . . . . . . . . . . . . . . . . . . . . . . . . . . . . . . . . . . . . . . . . . . . . . . . . . . . . . . . . . . . . . . . . . . . . . . . . . . . . . . . . . . . . . . . . . . . . . bbox=[229, 723, 1883, 731]
toc-dot-leader: . . . . . . . . . . . . . . . . . . . . . . . . . . . . . . . . . . . . . . . . . . . . . . . . . . . . . . . . . . . . . . . . . . . . . . . . . . . . . . . . . . . . . . . . . . . . . . . . . . . . . . . . . . . . . . . . . . . . . . . . . . . . . . . . . . . . . . . . . . . . . . . . . . . . . . . . . . . . . . . . . . . . . . . . . . . . . . . . . . . . . . . . . . . . . . . . . . . . . . . . bbox=[191, 798, 1846, 806]
toc-entry-title: 2.4.1.8 Process control bbox=[135, 722, 226, 733]
toc-entry[interactable] bbox=[135, 796, 1863, 808]
toc-dot-leader: . . . . . . . . . . . . . . . . . . . . . . . . . . . . . . . . . . . . . . . . . . . . . . . . . . . . . . . . . . . . . . . . . . . . . . . . . . . . . . . . . . . . . . . . . . . . . . . . . . . . . . . . . . . . . . . . . . . . . . . . . . . . . . . . . . . . . . . . . . . . . . . . . . . . . . . . . . . . . . . . . . . . . . . . . . . . . . . . . . . . . . . . . . . . . . . . . . . . . . . . bbox=[113, 63, 1768, 71]
toc-entry-page-number: 40 bbox=[1841, 149, 1852, 160]
toc-entry-page-number: 202 bbox=[1864, 697, 1879, 708]
toc-entry-title: 2.3.19 Typographic conventions bbox=[116, 523, 241, 534]
toc-entry-page-number: 211 bbox=[1951, 734, 1966, 745]
toc-entry-title: 2.4.1.2.1 Format ByteString specification bbox=[154, 597, 313, 608]
toc-entry-page-number: 244 bbox=[1848, 797, 1863, 808]
toc-dot-leader: . . . . . . . . . . . . . . . . . . . . . . . . . . . . . . . . . . . . . . . . . . . . . . . . . . . . . . . . . . . . . . . . . . . . . . . . . . . . . . . . . . . . . . . . . . . . . . . . . . . . . . . . . . . . . . . . . . . . . . . . . . . . . . . . . . . . . . . . . . . . . . . . . . . . . . . . . . . . . . . . . . . . . . . . . . . . . . . . . . . . . . . . . . . . . . . . . . . . . . . . bbox=[285, 686, 1940, 693]
toc-entry-title: 2.3.13.6 Operator precedence bbox=[135, 398, 253, 409]
toc-entry-title: 2.3.2 Comments bbox=[116, 149, 181, 160]
toc-entry-page-number: 84 bbox=[1837, 274, 1848, 285]
toc-entry[interactable] bbox=[135, 460, 1892, 472]
toc-entry[interactable] bbox=[135, 871, 1933, 883]
toc-entry-title: 2.3.5 Control construction bbox=[116, 187, 217, 197]
toc-entry-title: 2.4.1.9 Semaphore (_Semaphore class) bbox=[135, 734, 291, 745]
toc-entry[interactable] bbox=[116, 198, 1851, 210]
toc-entry-title: 2.4.1.7 Math commands bbox=[135, 709, 230, 720]
toc-entry-page-number: 127 bbox=[1877, 460, 1892, 471]
toc-entry-title: 2.4.1.5.4 VarFile (_VarFile class) bbox=[154, 685, 282, 695]
toc-entry-title: 2.3.15 Processes bbox=[116, 473, 184, 484]
toc-entry[interactable] bbox=[116, 286, 1860, 298]
toc-entry[interactable] bbox=[79, 62, 1776, 74]
toc-entry-title: 2.3.13.7 Relational operators bbox=[135, 411, 249, 422]
toc-entry-title: 2.3.14.2 ParamArray bbox=[135, 460, 217, 471]
toc-entry-title: 2.3.8 Functions bbox=[116, 261, 177, 272]
toc-entry[interactable] bbox=[135, 211, 1858, 223]
toc-entry-page-number: 242 bbox=[1853, 784, 1869, 795]
toc-dot-leader: . . . . . . . . . . . . . . . . . . . . . . . . . . . . . . . . . . . . . . . . . . . . . . . . . . . . . . . . . . . . . . . . . . . . . . . . . . . . . . . . . . . . . . . . . . . . . . . . . . . . . . . . . . . . . . . . . . . . . . . . . . . . . . . . . . . . . . . . . . . . . . . . . . . . . . . . . . . . . . . . . . . . . . . . . . . . . . . . . . . . . . . . . . . . . . . . . . . . . . . . bbox=[184, 200, 1838, 208]
toc-entry[interactable] bbox=[135, 846, 1901, 858]
toc-entry-page-number: 178 bbox=[1881, 635, 1896, 646]
